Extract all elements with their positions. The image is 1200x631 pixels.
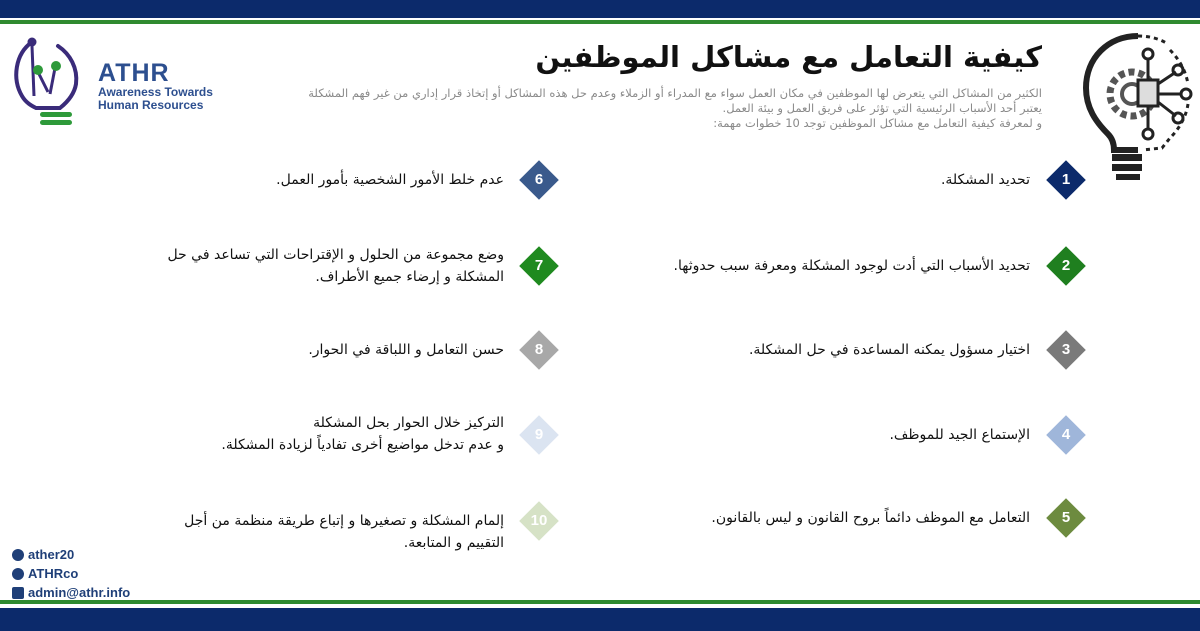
intro-line1: الكثير من المشاكل التي يتعرض لها الموظفين في مكان العمل سواء مع المدراء أو الزملاء وعدم حل هذه المشاكل أو إتخاذ قرار إداري من غير فهم المشكلة: [308, 86, 1042, 100]
step-8-text: حسن التعامل و اللباقة في الحوار.: [308, 342, 504, 358]
twitter-icon: [12, 568, 24, 580]
step-4-number: 4: [1061, 426, 1071, 443]
linkedin-icon: [12, 549, 24, 561]
lightbulb-gear-circuit-icon: [1080, 32, 1198, 190]
step-7-number: 7: [534, 257, 544, 274]
step-10-text: [184, 510, 504, 554]
step-7-text: [167, 244, 504, 288]
step-10-text-line2: التقييم و المتابعة.: [403, 535, 504, 551]
step-8-number: 8: [534, 341, 544, 358]
step-2-number: 2: [1061, 257, 1071, 274]
step-9-number: 9: [534, 426, 544, 443]
top-green-bar: [0, 20, 1200, 24]
step-1-number: 1: [1061, 171, 1071, 188]
step-9-text: [221, 412, 504, 456]
step-1-text: تحديد المشكلة.: [940, 172, 1030, 188]
step-9-text-line2: و عدم تدخل مواضيع أخرى تفادياً لزيادة المشكلة.: [221, 437, 504, 453]
intro-line2: يعتبر أحد الأسباب الرئيسية التي تؤثر على فريق العمل و بيئة العمل.: [722, 101, 1042, 115]
step-4-text: الإستماع الجيد للموظف.: [889, 427, 1030, 443]
logo-text: [98, 60, 213, 112]
linkedin-contact[interactable]: [12, 545, 130, 564]
lightbulb-logo-icon: [10, 34, 90, 129]
bottom-green-bar: [0, 600, 1200, 604]
step-6-text: عدم خلط الأمور الشخصية بأمور العمل.: [276, 172, 504, 188]
step-10-number: 10: [530, 512, 548, 529]
step-3-number: 3: [1061, 341, 1071, 358]
step-9-text-line1: التركيز خلال الحوار بحل المشكلة: [313, 415, 504, 431]
step-7-text-line1: وضع مجموعة من الحلول و الإقتراحات التي تساعد في حل: [167, 247, 504, 263]
email-icon: [12, 587, 24, 599]
logo-tagline-line1: Awareness Towards: [98, 85, 213, 99]
step-10-text-line1: إلمام المشكلة و تصغيرها و إتباع طريقة منظمة من أجل: [184, 513, 504, 529]
step-3-text: اختيار مسؤول يمكنه المساعدة في حل المشكلة.: [748, 342, 1030, 358]
bottom-navy-bar: [0, 608, 1200, 631]
logo-name: ATHR: [98, 59, 170, 87]
intro-paragraph: [242, 86, 1042, 131]
page-title: كيفية التعامل مع مشاكل الموظفين: [535, 40, 1042, 74]
twitter-handle: ATHRco: [28, 566, 79, 581]
twitter-contact[interactable]: [12, 564, 130, 583]
top-navy-bar: [0, 0, 1200, 18]
contact-info: [12, 545, 130, 602]
intro-line3: و لمعرفة كيفية التعامل مع مشاكل الموظفين توجد 10 خطوات مهمة:: [713, 116, 1042, 130]
step-5-text: التعامل مع الموظف دائماً بروح القانون و ليس بالقانون.: [711, 510, 1030, 526]
step-7-text-line2: المشكلة و إرضاء جميع الأطراف.: [315, 269, 504, 285]
linkedin-handle: ather20: [28, 547, 75, 562]
email-address: admin@athr.info: [28, 585, 131, 600]
step-2-text: تحديد الأسباب التي أدت لوجود المشكلة ومعرفة سبب حدوثها.: [673, 258, 1030, 274]
logo-tagline-line2: Human Resources: [98, 98, 204, 112]
step-5-number: 5: [1061, 509, 1071, 526]
step-6-number: 6: [534, 171, 544, 188]
